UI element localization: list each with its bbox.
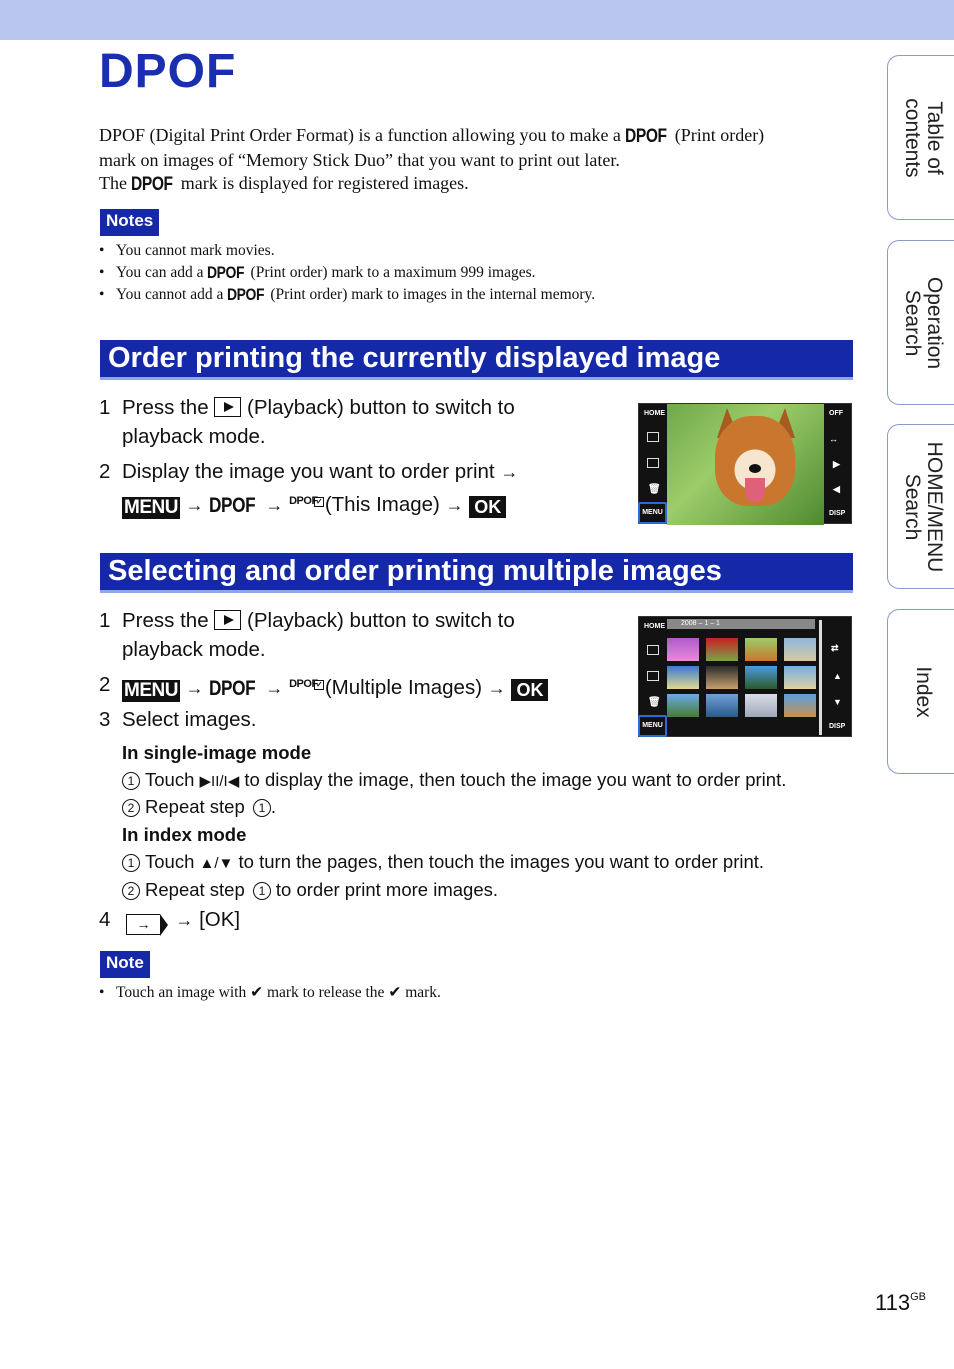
- dpof-icon: DPOF: [209, 677, 256, 700]
- dpof-icon: DPOF: [207, 263, 245, 282]
- thumbnail[interactable]: [745, 666, 777, 689]
- playback-icon: [214, 610, 241, 630]
- home-button[interactable]: HOME: [644, 623, 665, 630]
- camera-screen-index: [638, 616, 852, 737]
- dpof-icon: DPOF: [131, 174, 174, 195]
- step-3: 3 Select images.: [99, 708, 257, 731]
- page-title: DPOF: [99, 45, 237, 98]
- date-bar: 2008 – 1 – 1: [667, 619, 815, 629]
- ok-icon: OK: [469, 496, 506, 518]
- thumbnail-grid: [667, 631, 817, 731]
- dpof-icon: DPOF: [227, 285, 265, 304]
- single-step-1: 1 Touch ▶II/I◀ to display the image, then touch the image you want to order print.: [122, 766, 786, 795]
- zoom-icon[interactable]: ↔: [829, 434, 838, 444]
- thumbnail[interactable]: [784, 694, 816, 717]
- page-down-icon[interactable]: ▼: [833, 697, 842, 707]
- disp-button[interactable]: DISP: [829, 510, 846, 517]
- tab-table-of-contents[interactable]: [887, 55, 954, 220]
- ok-icon: OK: [511, 679, 548, 701]
- tab-label: HOME/MENU Search: [900, 441, 946, 572]
- index-mode-title: In index mode: [122, 824, 247, 845]
- section-header-multiple-images: Selecting and order printing multiple images: [100, 553, 853, 593]
- dpof-icon: DPOF: [209, 494, 256, 517]
- previous-icon[interactable]: ◀: [833, 484, 840, 494]
- page-up-icon[interactable]: ▲: [833, 671, 842, 681]
- thumbnail[interactable]: [667, 694, 699, 717]
- thumbnail[interactable]: [706, 666, 738, 689]
- display-off-button[interactable]: OFF: [829, 410, 843, 417]
- tab-label: Operation Search: [900, 276, 946, 369]
- dpof-icon: DPOF: [625, 126, 668, 147]
- thumbnail[interactable]: [784, 638, 816, 661]
- note-list: [99, 982, 839, 1004]
- thumbnail[interactable]: [745, 694, 777, 717]
- single-image-mode-title: In single-image mode: [122, 742, 312, 763]
- thumbnail[interactable]: [706, 638, 738, 661]
- rotate-icon[interactable]: [647, 458, 659, 468]
- camera-screen-single: [638, 403, 852, 524]
- step-2: 2 Display the image you want to order print → MENU → DPOF → DPOF ✓ (This Image) → OK: [99, 460, 519, 518]
- single-step-2: 2 Repeat step 1 .: [122, 793, 276, 820]
- next-icon[interactable]: ▶: [833, 459, 840, 469]
- checkmark-icon: ✔: [250, 984, 264, 1001]
- list-item: • Touch an image with ✔ mark to release the ✔ mark.: [99, 982, 839, 1004]
- step-1: 1 Press the (Playback) button to switch to playback mode.: [99, 609, 515, 661]
- index-step-1: 1 Touch ▲/▼ to turn the pages, then touch the images you want to order print.: [122, 848, 764, 877]
- tab-label: Index: [911, 665, 935, 718]
- thumbnail[interactable]: [745, 638, 777, 661]
- menu-icon: MENU: [124, 680, 178, 701]
- page-up-down-icon: ▲/▼: [199, 855, 234, 872]
- dog-photo: [667, 404, 824, 525]
- top-band: [0, 0, 954, 40]
- step-1: 1 Press the (Playback) button to switch to playback mode.: [99, 396, 515, 448]
- list-item: • You can add a DPOF (Print order) mark to a maximum 999 images.: [99, 262, 839, 284]
- index-step-2: 2 Repeat step 1 to order print more images.: [122, 876, 498, 903]
- trash-icon[interactable]: 🗑: [648, 484, 661, 495]
- dpof-multiple-images-icon: DPOF ✓: [289, 678, 323, 690]
- note-label: Note: [100, 951, 150, 978]
- list-item: • You cannot add a DPOF (Print order) mark to images in the internal memory.: [99, 284, 839, 306]
- switch-icon[interactable]: ⇄: [831, 643, 839, 653]
- list-item: • You cannot mark movies.: [99, 240, 839, 262]
- intro-text: mark is displayed for registered images.: [180, 173, 469, 193]
- notes-list: [99, 240, 839, 306]
- playback-icon: [214, 397, 241, 417]
- scrollbar[interactable]: [819, 620, 822, 735]
- notes-label: Notes: [100, 209, 159, 236]
- next-arrow-icon: →: [126, 914, 160, 935]
- thumbnail[interactable]: [784, 666, 816, 689]
- tab-index[interactable]: [887, 609, 954, 774]
- dpof-this-image-icon: DPOF ✓: [289, 495, 323, 507]
- intro-text: mark on images of “Memory Stick Duo” that you want to print out later.: [99, 149, 620, 170]
- trash-icon[interactable]: 🗑: [648, 697, 661, 708]
- tab-operation-search[interactable]: [887, 240, 954, 405]
- menu-button[interactable]: MENU: [638, 715, 667, 737]
- thumbnail[interactable]: [667, 666, 699, 689]
- intro-paragraph: [99, 124, 829, 197]
- menu-button[interactable]: MENU: [638, 502, 667, 524]
- intro-text: The: [99, 173, 127, 193]
- section-header-current-image: Order printing the currently displayed image: [100, 340, 853, 380]
- single-view-icon[interactable]: [647, 645, 659, 655]
- step-2: 2 MENU → DPOF → DPOF ✓ (Multiple Images) → OK: [99, 670, 619, 703]
- intro-text: (Print order): [674, 125, 765, 145]
- menu-icon: MENU: [124, 497, 178, 518]
- tab-home-menu-search[interactable]: [887, 424, 954, 589]
- disp-button[interactable]: DISP: [829, 723, 846, 730]
- checkmark-icon: ✔: [388, 984, 402, 1001]
- thumbnail[interactable]: [706, 694, 738, 717]
- tab-label: Table of contents: [900, 97, 946, 178]
- index-view-icon[interactable]: [647, 432, 659, 442]
- rotate-icon[interactable]: [647, 671, 659, 681]
- thumbnail[interactable]: [667, 638, 699, 661]
- intro-text: DPOF (Digital Print Order Format) is a function allowing you to make a: [99, 125, 621, 145]
- next-prev-icon: ▶II/I◀: [199, 773, 240, 790]
- page-number: $113^{GB}$: [875, 1290, 926, 1315]
- home-button[interactable]: HOME: [644, 410, 665, 417]
- step-4: 4 → → [OK]: [99, 905, 399, 935]
